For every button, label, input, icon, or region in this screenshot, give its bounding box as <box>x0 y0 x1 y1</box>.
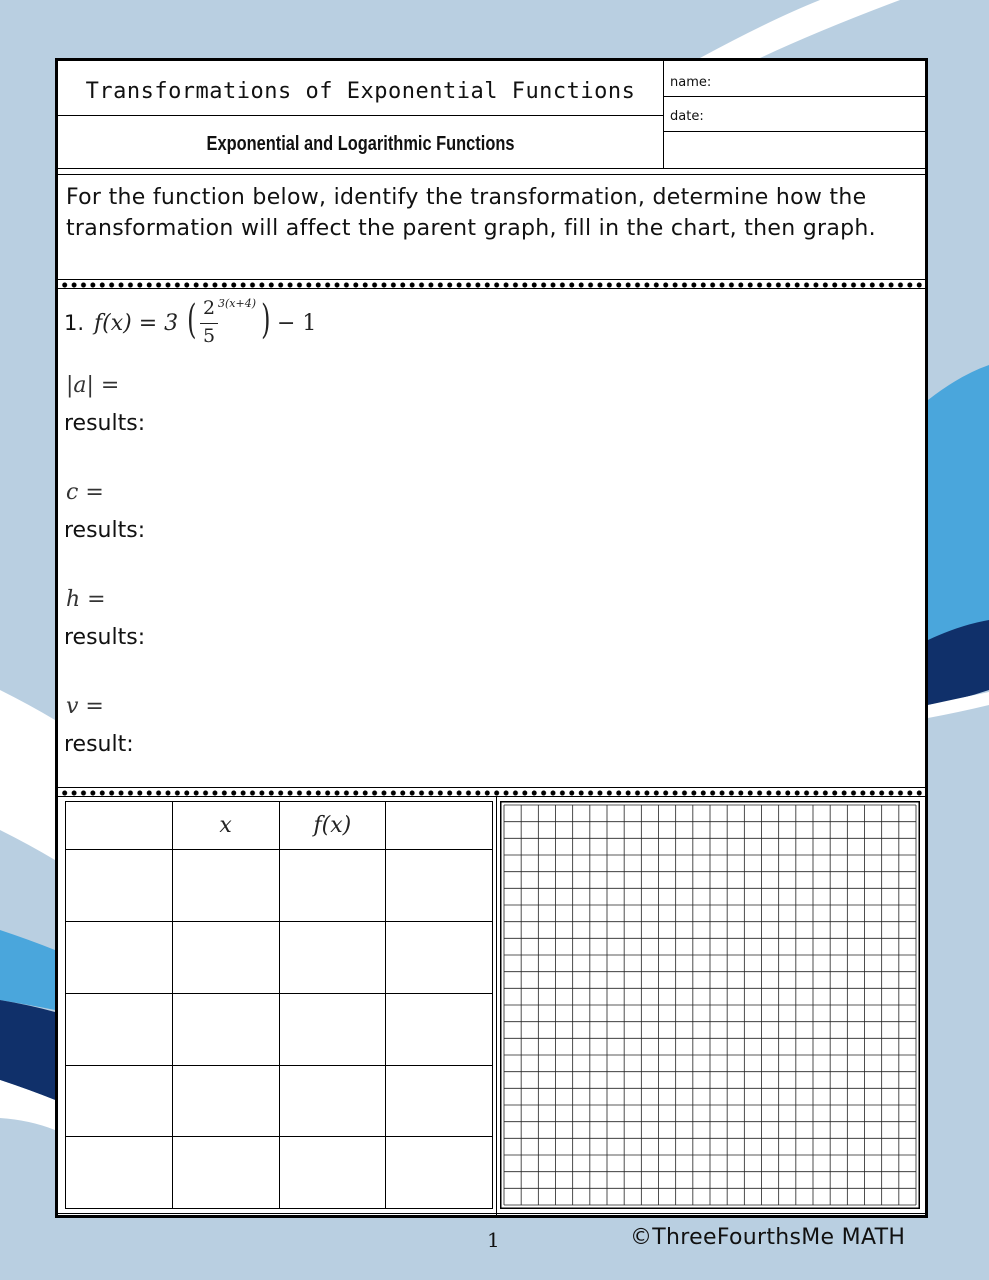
divider <box>663 131 925 132</box>
table-row <box>66 993 493 1065</box>
table-row <box>66 1137 493 1209</box>
bottom-border <box>58 1213 925 1214</box>
section-divider <box>496 797 497 1215</box>
table-cell[interactable] <box>172 922 279 994</box>
fraction-denominator: 5 <box>203 325 216 347</box>
table-cell[interactable] <box>66 993 173 1065</box>
table-cell[interactable] <box>386 993 493 1065</box>
table-cell[interactable] <box>279 922 386 994</box>
header-bottom-border <box>58 174 925 175</box>
table-row <box>66 922 493 994</box>
exponent: 3(x+4) <box>218 297 257 310</box>
table-cell[interactable] <box>279 850 386 922</box>
dotted-divider <box>58 279 925 289</box>
h-value-label: h = <box>66 587 106 612</box>
worksheet-title: Transformations of Exponential Functions <box>85 79 636 104</box>
v-value-label: v = <box>66 694 104 719</box>
worksheet-subtitle: Exponential and Logarithmic Functions <box>206 133 515 155</box>
table-header-x: x <box>172 802 279 850</box>
table-cell[interactable] <box>172 1137 279 1209</box>
problem-number: 1. <box>64 311 85 335</box>
table-cell[interactable] <box>172 1065 279 1137</box>
worksheet <box>55 58 928 1218</box>
table-cell[interactable] <box>279 1137 386 1209</box>
table-row <box>66 850 493 922</box>
v-results-label: result: <box>64 732 134 757</box>
header-bottom-border <box>58 168 925 169</box>
fraction-bar <box>200 323 218 324</box>
graph-grid[interactable] <box>500 801 920 1209</box>
dotted-divider <box>58 787 925 797</box>
table-header-cell <box>66 802 173 850</box>
h-results-label: results: <box>64 625 146 650</box>
table-cell[interactable] <box>386 922 493 994</box>
table-cell[interactable] <box>66 1065 173 1137</box>
name-label: name: <box>670 75 712 90</box>
a-results-label: results: <box>64 411 146 436</box>
table-cell[interactable] <box>279 993 386 1065</box>
table-cell[interactable] <box>279 1065 386 1137</box>
table-header-cell <box>386 802 493 850</box>
table-cell[interactable] <box>386 1065 493 1137</box>
date-field[interactable] <box>706 98 923 130</box>
table-cell[interactable] <box>172 993 279 1065</box>
instructions-text: For the function below, identify the transformation, determine how the transformation will affect the parent graph, fill in the chart, then graph. <box>66 185 876 241</box>
divider <box>663 61 664 168</box>
divider <box>663 96 925 97</box>
page-number: 1 <box>487 1228 501 1252</box>
table-row <box>66 1065 493 1137</box>
table-cell[interactable] <box>386 850 493 922</box>
name-field[interactable] <box>708 63 923 95</box>
copyright-text: ©ThreeFourthsMe MATH <box>630 1225 906 1250</box>
table-cell[interactable] <box>66 922 173 994</box>
close-paren: ) <box>261 297 271 343</box>
date-label: date: <box>670 109 704 124</box>
open-paren: ( <box>187 297 197 343</box>
table-cell[interactable] <box>172 850 279 922</box>
value-table <box>65 801 493 1209</box>
c-results-label: results: <box>64 518 146 543</box>
divider <box>58 115 663 116</box>
formula-lhs: f(x) = 3 <box>94 311 179 336</box>
a-value-label: |a| = <box>66 373 120 398</box>
wave-mid-right <box>928 365 989 640</box>
c-value-label: c = <box>66 480 104 505</box>
table-cell[interactable] <box>66 850 173 922</box>
table-header-row <box>66 802 493 850</box>
fraction-numerator: 2 <box>203 297 216 319</box>
table-header-fx: f(x) <box>279 802 386 850</box>
formula-tail: − 1 <box>277 311 317 336</box>
table-cell[interactable] <box>386 1137 493 1209</box>
table-cell[interactable] <box>66 1137 173 1209</box>
